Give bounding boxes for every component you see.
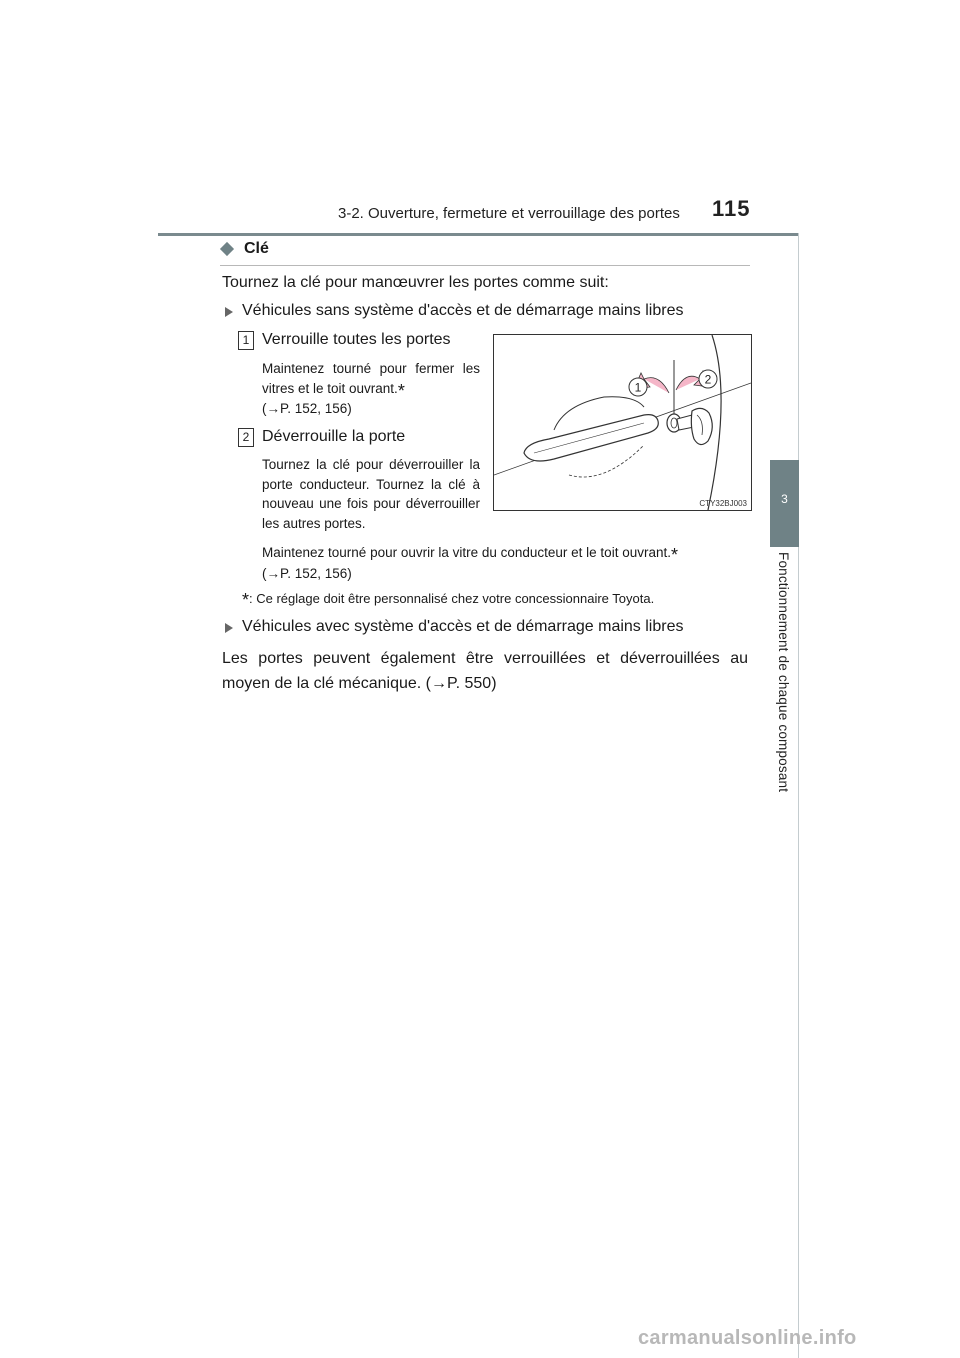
- footnote-mark: *: [670, 545, 678, 565]
- side-divider: [798, 233, 799, 1358]
- illus-label-1: 1: [634, 380, 642, 395]
- footnote: *: Ce réglage doit être personnalisé chez votre concessionnaire Toyota.: [242, 590, 655, 610]
- header-rule: [158, 233, 798, 236]
- item-number-1: 1: [238, 331, 254, 350]
- subsection-title: Véhicules sans système d'accès et de démarrage mains libres: [242, 302, 684, 319]
- final-paragraph: Les portes peuvent également être verrouillées et déverrouillées au moyen de la clé mécanique. (→P. 550): [222, 650, 748, 692]
- item-1-description: Maintenez tourné pour fermer les vitres et le toit ouvrant.*: [262, 361, 480, 401]
- door-handle-drawing: [494, 335, 751, 510]
- watermark: carmanualsonline.info: [638, 1327, 857, 1349]
- door-key-illustration: [493, 334, 752, 511]
- illustration-code: CTY32BJ003: [699, 499, 747, 508]
- subsection-title: Véhicules avec système d'accès et de démarrage mains libres: [242, 618, 684, 635]
- item-2-reference: (→P. 152, 156): [262, 566, 352, 581]
- triangle-bullet-icon: [225, 307, 233, 317]
- item-2-description: Tournez la clé pour déverrouiller la porte conducteur. Tournez la clé à nouveau une fois pour déverrouiller les autres portes.: [262, 457, 480, 531]
- diamond-icon: [220, 242, 234, 256]
- running-header: 3-2. Ouverture, fermeture et verrouillage des portes: [338, 205, 680, 222]
- item-2-title: Déverrouille la porte: [262, 428, 406, 445]
- section-title: Clé: [244, 240, 269, 257]
- item-2-hold-note: Maintenez tourné pour ouvrir la vitre du conducteur et le toit ouvrant.*: [262, 545, 678, 565]
- chapter-number: 3: [781, 492, 788, 506]
- footnote-star: *: [242, 590, 250, 610]
- chapter-title: Fonctionnement de chaque composant: [776, 552, 791, 793]
- item-1-title: Verrouille toutes les portes: [262, 331, 451, 348]
- triangle-bullet-icon: [225, 623, 233, 633]
- illus-label-2: 2: [704, 372, 712, 387]
- page-number: 115: [712, 196, 751, 221]
- item-1-reference: (→P. 152, 156): [262, 401, 352, 416]
- intro-text: Tournez la clé pour manœuvrer les portes comme suit:: [222, 274, 609, 291]
- section-rule: [220, 265, 750, 266]
- footnote-mark: *: [397, 380, 405, 401]
- item-number-2: 2: [238, 428, 254, 447]
- chapter-tab: [770, 460, 799, 547]
